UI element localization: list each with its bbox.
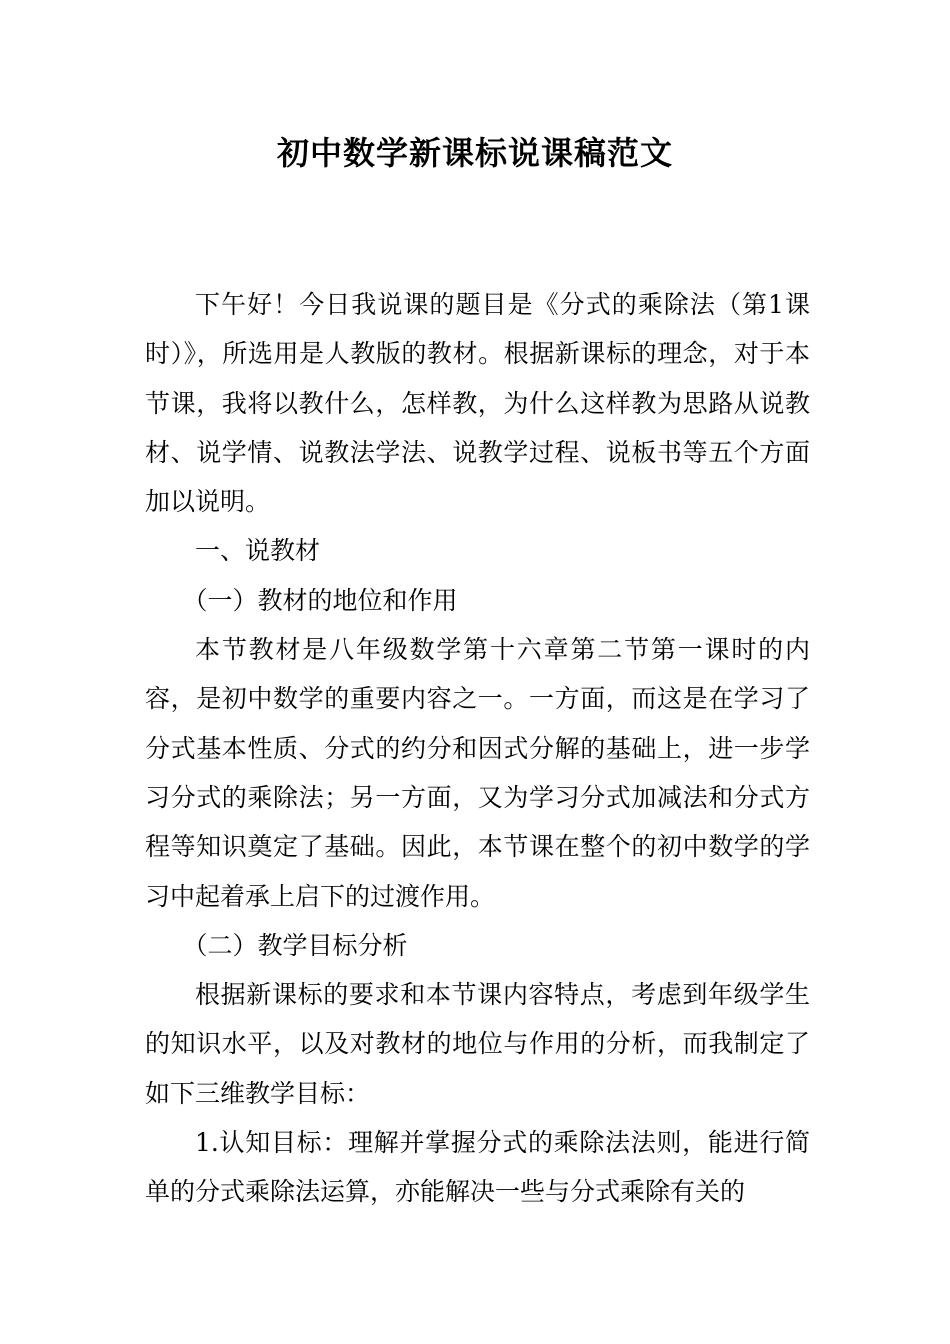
subsection-heading-objectives: （二）教学目标分析 [182, 930, 408, 960]
cognitive-objective-paragraph: 1.认知目标：理解并掌握分式的乘除法法则，能进行简单的分式乘除法运算，亦能解决一些与分式乘除有关的 [145, 1128, 810, 1207]
subsection-heading-role: （一）教材的地位和作用 [182, 585, 458, 615]
intro-paragraph: 下午好！今日我说课的题目是《分式的乘除法（第1课时）》，所选用是人教版的教材。根据新课标的理念，对于本节课，我将以教什么，怎样教，为什么这样教为思路从说教材、说学情、说教法学法、说教学过程、说板书等五个方面加以说明。 [145, 290, 810, 517]
role-paragraph: 本节教材是八年级数学第十六章第二节第一课时的内容，是初中数学的重要内容之一。一方面，而这是在学习了分式基本性质、分式的约分和因式分解的基础上，进一步学习分式的乘除法；另一方面，又为学习分式加减法和分式方程等知识奠定了基础。因此，本节课在整个的初中数学的学习中起着承上启下的过渡作用。 [145, 635, 810, 911]
section-heading-textbook: 一、说教材 [195, 536, 321, 566]
objectives-paragraph: 根据新课标的要求和本节课内容特点，考虑到年级学生的知识水平，以及对教材的地位与作用的分析，而我制定了如下三维教学目标： [145, 980, 810, 1108]
document-body [145, 280, 810, 1217]
document-title: 初中数学新课标说课稿范文 [276, 134, 673, 172]
